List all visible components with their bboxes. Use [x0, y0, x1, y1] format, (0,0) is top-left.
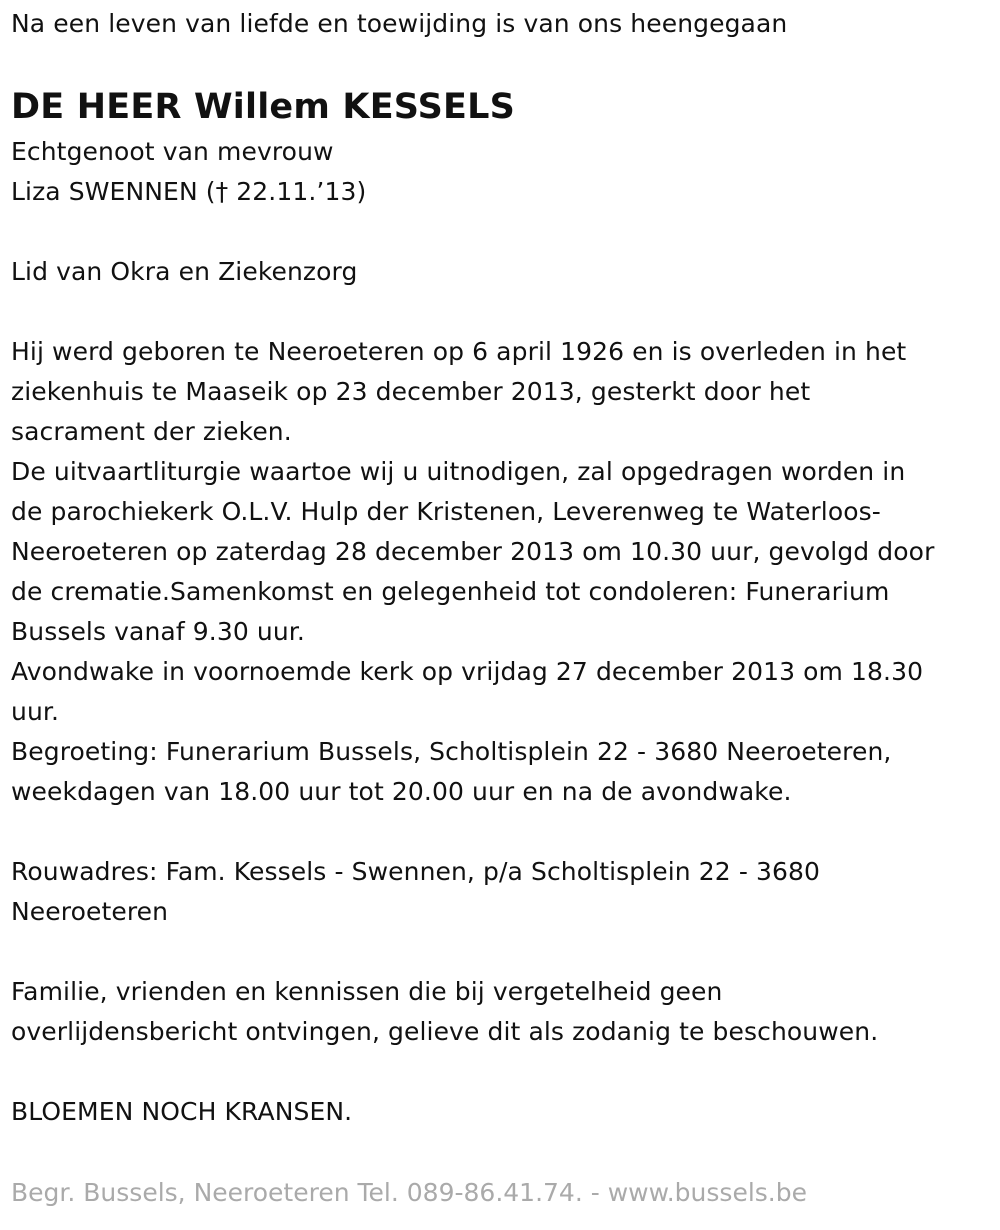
body-line: uur. — [11, 697, 60, 726]
family-line: Familie, vrienden en kennissen die bij vergetelheid geen — [11, 977, 723, 1006]
family-note — [11, 972, 991, 1052]
spouse-line-2: Liza SWENNEN († 22.11.’13) — [11, 177, 367, 206]
funeral-home-footer: Begr. Bussels, Neeroeteren Tel. 089-86.41.74. - www.bussels.be — [11, 1178, 807, 1207]
notice-content — [11, 0, 991, 1132]
body-line: Avondwake in voornoemde kerk op vrijdag 27 december 2013 om 18.30 — [11, 657, 924, 686]
deceased-name: DE HEER Willem KESSELS — [11, 87, 516, 127]
spacer — [11, 292, 991, 332]
intro-text: Na een leven van liefde en toewijding is van ons heengegaan — [11, 9, 788, 38]
spacer — [11, 812, 991, 852]
address-line: Rouwadres: Fam. Kessels - Swennen, p/a Scholtisplein 22 - 3680 — [11, 857, 821, 886]
spacer — [11, 1052, 991, 1092]
body-line: Neeroeteren op zaterdag 28 december 2013 om 10.30 uur, gevolgd door — [11, 537, 935, 566]
spouse-line-1: Echtgenoot van mevrouw — [11, 137, 334, 166]
body-line: Bussels vanaf 9.30 uur. — [11, 617, 305, 646]
spacer — [11, 932, 991, 972]
body-line: ziekenhuis te Maaseik op 23 december 2013, gesterkt door het — [11, 377, 811, 406]
body-paragraph — [11, 332, 991, 812]
body-line: de parochiekerk O.L.V. Hulp der Kristenen, Leverenweg te Waterloos- — [11, 497, 881, 526]
address-line: Neeroeteren — [11, 897, 169, 926]
spacer — [11, 212, 991, 252]
mourning-address — [11, 852, 991, 932]
body-line: sacrament der zieken. — [11, 417, 292, 446]
family-line: overlijdensbericht ontvingen, gelieve dit als zodanig te beschouwen. — [11, 1017, 879, 1046]
body-line: weekdagen van 18.00 uur tot 20.00 uur en na de avondwake. — [11, 777, 792, 806]
membership-text: Lid van Okra en Ziekenzorg — [11, 257, 358, 286]
body-line: Begroeting: Funerarium Bussels, Scholtisplein 22 - 3680 Neeroeteren, — [11, 737, 892, 766]
flowers-note: BLOEMEN NOCH KRANSEN. — [11, 1097, 353, 1126]
body-line: de crematie.Samenkomst en gelegenheid tot condoleren: Funerarium — [11, 577, 890, 606]
body-line: Hij werd geboren te Neeroeteren op 6 april 1926 en is overleden in het — [11, 337, 907, 366]
body-line: De uitvaartliturgie waartoe wij u uitnodigen, zal opgedragen worden in — [11, 457, 906, 486]
